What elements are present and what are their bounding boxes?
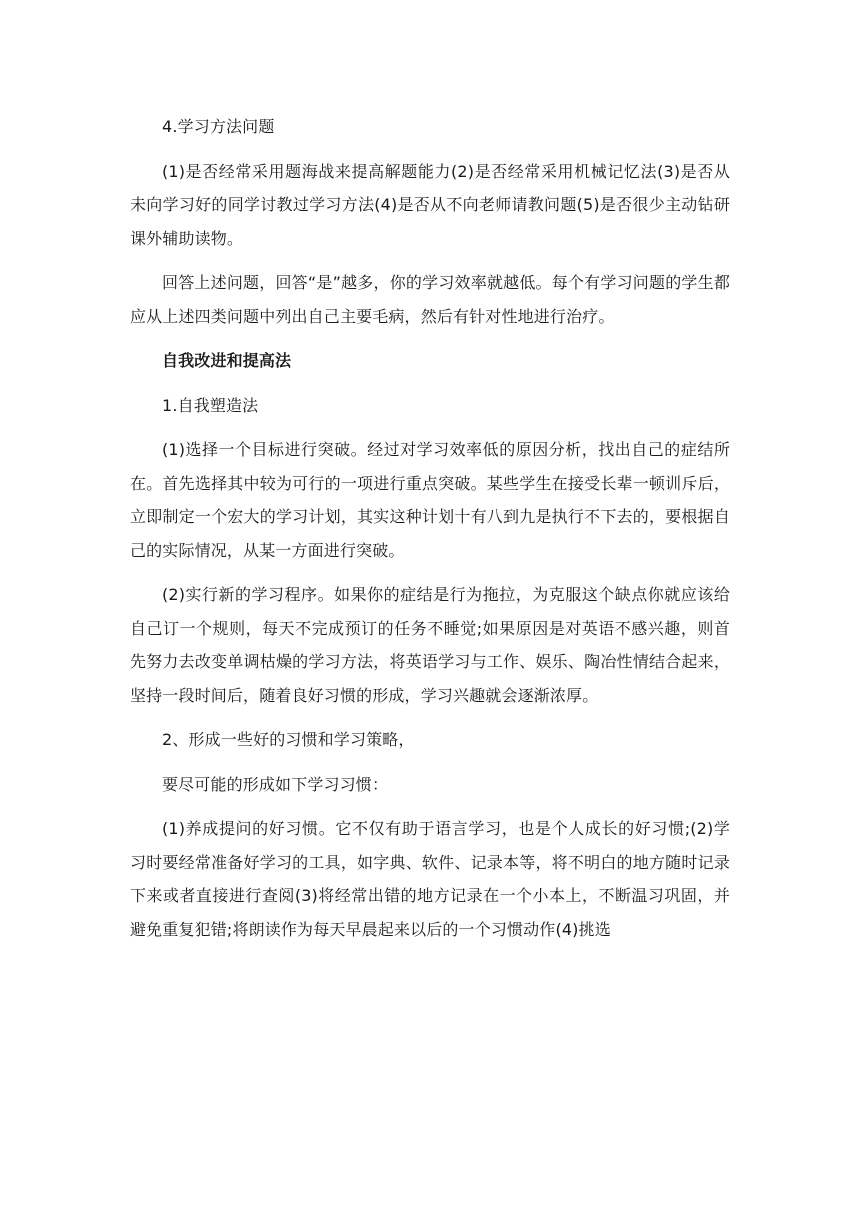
subheading-good-habits: 2、形成一些好的习惯和学习策略，	[162, 730, 415, 749]
paragraph-habits-intro: 要尽可能的形成如下学习习惯：	[162, 774, 389, 794]
paragraph-study-method-questions: (1)是否经常采用题海战来提高解题能力(2)是否经常采用机械记忆法(3)是否从未向学习好的同学讨教过学习方法(4)是否从不向老师请教问题(5)是否很少主动钻研课外辅助读物。	[130, 161, 730, 248]
paragraph-new-procedure: (2)实行新的学习程序。如果你的症结是行为拖拉，为克服这个缺点你就应该给自己订一个规则，每天不完成预订的任务不睡觉;如果原因是对英语不感兴趣，则首先努力去改变单调枯燥的学习方法，将英语学习与工作、娱乐、陶冶性情结合起来，坚持一段时间后，随着良好习惯的形成，学习兴趣就会逐渐浓厚。	[130, 585, 730, 705]
paragraph-answer-summary: 回答上述问题，回答“是”越多，你的学习效率就越低。每个有学习问题的学生都应从上述四类问题中列出自己主要毛病，然后有针对性地进行治疗。	[130, 273, 730, 326]
section-heading-self-improvement: 自我改进和提高法	[162, 351, 292, 370]
paragraph-habits-list: (1)养成提问的好习惯。它不仅有助于语言学习，也是个人成长的好习惯;(2)学习时要经常准备好学习的工具，如字典、软件、记录本等，将不明白的地方随时记录下来或者直接进行查阅(3)将经常出错的地方记录在一个小本上，不断温习巩固，并避免重复犯错;将朗读作为每天早晨起来以后的一个习惯动作(4)挑选	[130, 819, 730, 939]
paragraph-choose-target: (1)选择一个目标进行突破。经过对学习效率低的原因分析，找出自己的症结所在。首先选择其中较为可行的一项进行重点突破。某些学生在接受长辈一顿训斥后，立即制定一个宏大的学习计划，其实这种计划十有八到九是执行不下去的，要根据自己的实际情况，从某一方面进行突破。	[130, 440, 730, 560]
section-heading-study-method: 4.学习方法问题	[162, 117, 275, 136]
subheading-self-shaping: 1.自我塑造法	[162, 395, 259, 415]
document-body	[130, 110, 730, 946]
